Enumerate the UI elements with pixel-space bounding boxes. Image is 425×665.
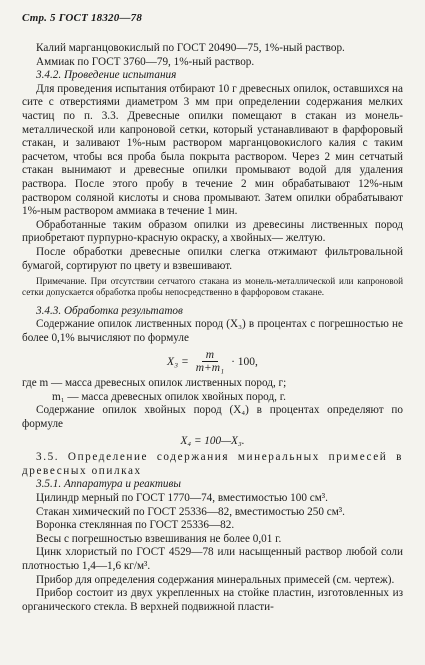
paragraph: После обработки древесные опилки слегка отжимают фильтровальной бумагой, сортируют по цвету и взвешивают. [22, 245, 403, 272]
formula-right: · 100, [231, 355, 258, 368]
paragraph: Для проведения испытания отбирают 10 г древесных опилок, оставшихся на сите с отверстиями диаметром 3 мм при определении содержания мелких частиц по п. 3.3. Древесные опилки помещают в стакан из монель-металлической или капроновой сетки, который устанавливают в фарфоровый стакан, и заливают 1%-ным раствором марганцовокислого калия с таким расчетом, чтобы вся проба была покрыта раствором. Через 2 мин сетчатый стакан вынимают и древесные опилки промывают водой для удаления раствора. После этого пробу в течение 2 мин обрабатывают 12%-ным раствором соляной кислоты и снова промывают. Затем опилки обрабатывают 1%-ным раствором аммиака в течение 1 мин. [22, 82, 403, 218]
reagent-line: Цинк хлористый по ГОСТ 4529—78 или насыщенный раствор любой соли плотностью 1,4—1,6 кг/м³. [22, 546, 403, 572]
reagent-line: Воронка стеклянная по ГОСТ 25336—82. [36, 519, 235, 532]
formula-x4: X₄ = 100—X₃. [180, 434, 245, 447]
note: Примечание. При отсутствии сетчатого стакана из монель-металлической или капроновой сетки допускается обработка пробы непосредственно в фарфоровом стакане. [22, 276, 403, 298]
reagent-line: Аммиак по ГОСТ 3760—79, 1%-ный раствор. [36, 55, 255, 68]
reagent-line: Прибор для определения содержания минеральных примесей (см. чертеж). [36, 573, 395, 586]
section-heading: 3.5.1. Аппаратура и реактивы [36, 478, 181, 491]
section-heading: 3.5. Определение содержания минеральных примесей в древесных опилках [22, 451, 403, 477]
where-line: m₁ — масса древесных опилок хвойных пород, г. [52, 390, 286, 403]
reagent-line: Калий марганцовокислый по ГОСТ 20490—75, 1%-ный раствор. [36, 42, 345, 54]
section-heading: 3.4.3. Обработка результатов [36, 304, 183, 317]
paragraph: Содержание опилок лиственных пород (X₃) в процентах с погрешностью не более 0,1% вычисляют по формуле [22, 318, 403, 344]
paragraph: Прибор состоит из двух укрепленных на стойке пластин, изготовленных из органического стекла. В верхней подвижной пласти- [22, 587, 403, 613]
reagent-line: Цилиндр мерный по ГОСТ 1770—74, вместимостью 100 см³. [36, 492, 328, 505]
where-line: где m — масса древесных опилок лиственных пород, г; [22, 377, 287, 390]
formula-fraction [192, 349, 228, 374]
formula-left: X₃ = [167, 355, 189, 368]
paragraph: Обработанные таким образом опилки из древесины лиственных пород приобретают пурпурно-красную окраску, а хвойных— желтую. [22, 218, 403, 245]
reagent-line: Весы с погрешностью взвешивания не более 0,01 г. [36, 532, 282, 545]
page-header: Стр. 5 ГОСТ 18320—78 [22, 12, 143, 24]
fraction-numerator: m [202, 349, 218, 362]
paragraph: Содержание опилок хвойных пород (X₄) в процентах определяют по формуле [22, 404, 403, 431]
formula-x3 [22, 349, 403, 374]
reagent-line: Стакан химический по ГОСТ 25336—82, вместимостью 250 см³. [36, 505, 345, 518]
section-heading: 3.4.2. Проведение испытания [36, 69, 177, 82]
fraction-denominator: m+m₁ [195, 362, 225, 375]
